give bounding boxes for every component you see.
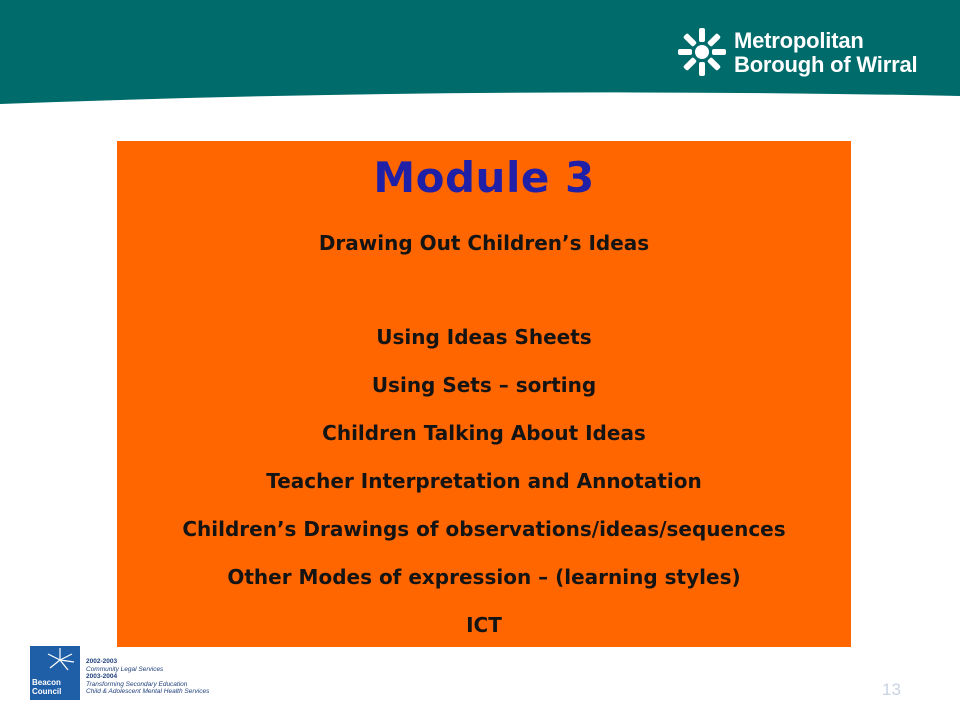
- award-year: 2003-2004: [86, 673, 118, 681]
- module-panel: [117, 141, 851, 647]
- borough-logo: [676, 26, 946, 82]
- logo-text-line2: Borough of Wirral: [734, 52, 918, 77]
- topic-item: Other Modes of expression – (learning styles): [227, 565, 741, 589]
- topic-item: ICT: [466, 613, 502, 637]
- beacon-star-icon: [30, 646, 80, 676]
- topic-list: [117, 325, 851, 661]
- slide-subtitle: Drawing Out Children’s Ideas: [318, 231, 650, 255]
- topic-item: Using Ideas Sheets: [376, 325, 592, 349]
- wirral-star-logo-icon: [676, 26, 728, 78]
- topic-item: Children Talking About Ideas: [322, 421, 646, 445]
- beacon-logo: [30, 646, 80, 700]
- page-number: 13: [882, 680, 901, 699]
- beacon-council-badge: [30, 646, 230, 706]
- beacon-award-lines: [86, 658, 209, 696]
- award-text: Child & Adolescent Mental Health Services: [86, 688, 210, 696]
- topic-item: Teacher Interpretation and Annotation: [266, 469, 702, 493]
- beacon-logo-label: Beacon Council: [32, 678, 62, 696]
- topic-item: Using Sets – sorting: [371, 373, 597, 397]
- award-year: 2002-2003: [86, 658, 118, 665]
- slide-title: Module 3: [373, 153, 595, 202]
- topic-item: Children’s Drawings of observations/ideas/sequences: [182, 517, 786, 541]
- award-text: Transforming Secondary Education: [86, 680, 188, 688]
- award-text: Community Legal Services: [86, 665, 164, 673]
- logo-text-line1: Metropolitan: [734, 28, 864, 53]
